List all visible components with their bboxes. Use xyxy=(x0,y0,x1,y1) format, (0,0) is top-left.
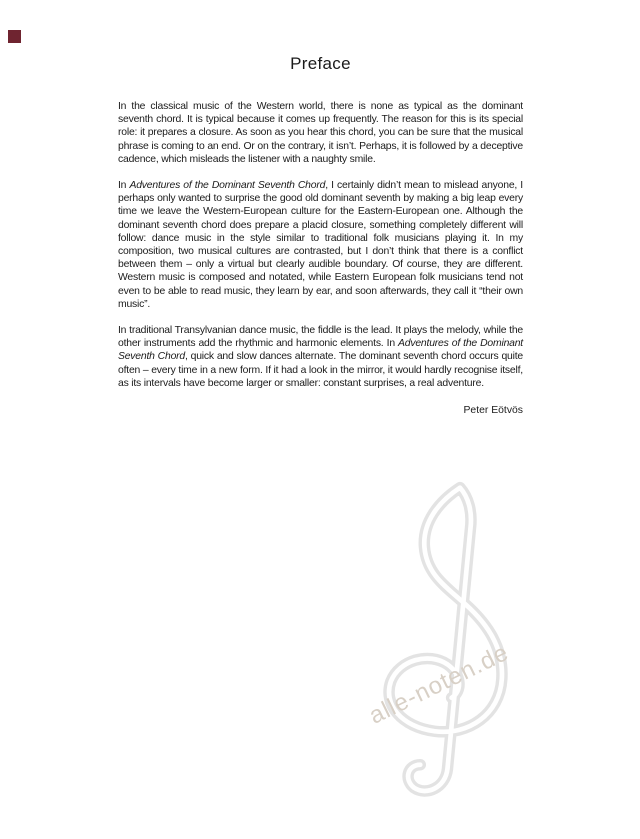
text-run: In xyxy=(118,180,130,192)
treble-clef-watermark-icon xyxy=(345,472,575,817)
paragraph-3 xyxy=(118,324,523,390)
text-run-italic: Adventures of the Dominant Seventh Chord xyxy=(129,180,326,192)
author-attribution: Peter Eötvös xyxy=(463,405,523,417)
paragraph-1 xyxy=(118,100,523,166)
text-run: In traditional Transylvanian dance music, the fiddle is the lead. It plays the melody, while the other instruments add the rhythmic and harmonic elements. In xyxy=(118,325,523,350)
text-run: , I certainly didn’t mean to mislead anyone, I perhaps only wanted to surprise the good old dominant seventh by making a big leap every time we leave the Western-European culture for the Eastern-European one. Although the dominant seventh chord does prepare a placid closure, something completely different will follow: dance music in the style similar to traditional folk musicians playing it. In my composition, two musical cultures are contrasted, but I don’t think that there is a conflict between them – only a virtual but clearly audible boundary. Of course, they are different. Western music is composed and notated, while Eastern European folk musicians tend not even to be able to read music, they learn by ear, and soon afterwards, they call it “their own music”. xyxy=(118,180,523,310)
watermark xyxy=(345,472,575,817)
paragraph-2 xyxy=(118,179,523,311)
text-run-italic: Adventures of the Dominant Seventh Chord xyxy=(118,338,523,363)
page-title: Preface xyxy=(290,54,351,73)
page-content xyxy=(118,54,523,417)
corner-marker xyxy=(8,30,21,43)
watermark-text: alle-noten.de xyxy=(364,638,514,730)
text-run: , quick and slow dances alternate. The dominant seventh chord occurs quite often – every time in a new form. If it had a look in the mirror, it would hardly recognise itself, as its intervals have become larger or smaller: constant surprises, a real adventure. xyxy=(118,351,523,389)
text-run: In the classical music of the Western world, there is none as typical as the dominant seventh chord. It is typical because it comes up frequently. The reason for this is its special role: it prepares a closure. As soon as you hear this chord, you can be sure that the musical phrase is coming to an end. Or on the contrary, it isn’t. Perhaps, it is followed by a deceptive cadence, which misleads the listener with a naughty smile. xyxy=(118,101,523,165)
